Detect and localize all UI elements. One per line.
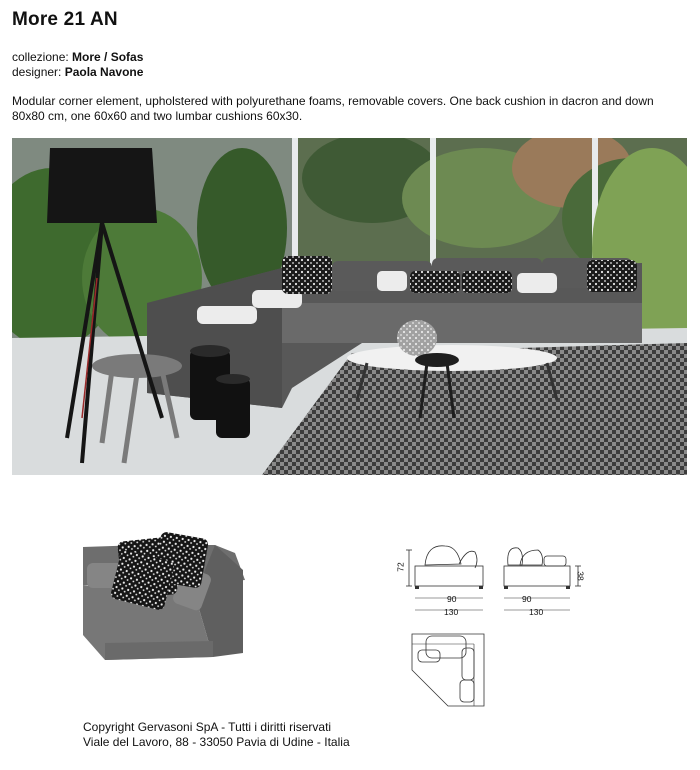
copyright-line: Copyright Gervasoni SpA - Tutti i diritti riservati <box>83 720 332 734</box>
front-inner-width-dim: 90 <box>447 594 457 604</box>
collection-label: collezione: <box>12 50 73 64</box>
front-height-dim: 72 <box>395 562 406 572</box>
footer <box>83 720 350 750</box>
address-line: Viale del Lavoro, 88 - 33050 Pavia di Udine - Italia <box>83 735 350 749</box>
side-inner-width-dim: 90 <box>522 594 532 604</box>
product-image <box>75 525 255 665</box>
collection-value: More / Sofas <box>72 50 144 64</box>
designer-line <box>12 65 143 80</box>
designer-label: designer: <box>12 65 65 79</box>
product-description: Modular corner element, upholstered with polyurethane foams, removable covers. One back cushion in dacron and down 80x80 cm, one 60x60 and two lumbar cushions 60x30. <box>12 94 654 123</box>
plan-view-drawing <box>408 630 488 710</box>
designer-value: Paola Navone <box>64 65 144 79</box>
product-title: More 21 AN <box>12 9 118 30</box>
lifestyle-photo <box>12 138 687 475</box>
front-outer-width-dim: 130 <box>444 607 459 617</box>
side-outer-width-dim: 130 <box>529 607 544 617</box>
side-height-dim: 38 <box>575 571 586 581</box>
collection-line <box>12 50 143 65</box>
